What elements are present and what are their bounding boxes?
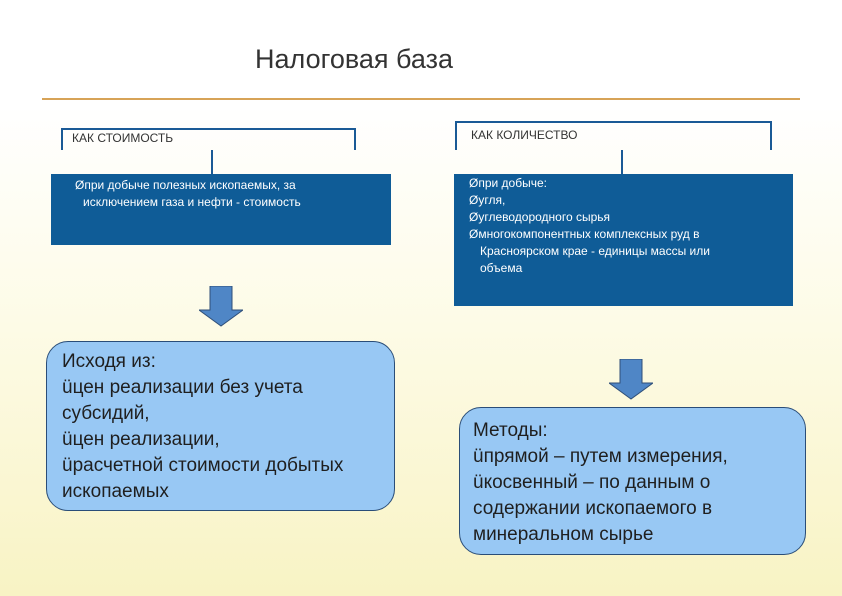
right-result-line: üкосвенный – по данным о <box>473 472 711 493</box>
page-title: Налоговая база <box>255 44 453 74</box>
left-result-box <box>46 341 395 511</box>
left-down-arrow-icon <box>199 286 243 328</box>
left-result-line: ископаемых <box>62 481 169 502</box>
left-result-line: üрасчетной стоимости добытых <box>62 455 344 476</box>
right-result-line: üпрямой – путем измерения, <box>473 446 728 467</box>
right-result-box <box>459 407 806 555</box>
right-description-box <box>454 174 793 306</box>
left-description-box <box>51 174 391 245</box>
left-result-line: üцен реализации без учета <box>62 377 303 398</box>
right-result-line: минеральном сырье <box>473 524 654 545</box>
left-description-line: исключением газа и нефти - стоимость <box>83 195 301 209</box>
right-result-line: содержании ископаемого в <box>473 498 713 519</box>
right-description-line: Красноярском крае - единицы массы или <box>480 244 710 258</box>
left-result-line: субсидий, <box>62 403 150 424</box>
right-description-line: объема <box>480 261 523 275</box>
right-description-line: Øугля, <box>469 193 506 207</box>
right-connector <box>621 150 623 174</box>
left-result-line: Исходя из: <box>62 351 156 372</box>
left-connector <box>211 150 213 174</box>
right-description-line: Øпри добыче: <box>469 176 547 190</box>
right-down-arrow-icon <box>609 359 653 401</box>
left-result-line: üцен реализации, <box>62 429 220 450</box>
left-description-line: Øпри добыче полезных ископаемых, за <box>75 178 296 192</box>
right-header-label: КАК КОЛИЧЕСТВО <box>471 128 578 142</box>
title-divider <box>42 98 800 100</box>
right-description-line: Øмногокомпонентных комплексных руд в <box>469 227 700 241</box>
right-description-line: Øуглеводородного сырья <box>469 210 611 224</box>
right-result-line: Методы: <box>473 420 548 441</box>
left-header-label: КАК СТОИМОСТЬ <box>72 131 174 145</box>
